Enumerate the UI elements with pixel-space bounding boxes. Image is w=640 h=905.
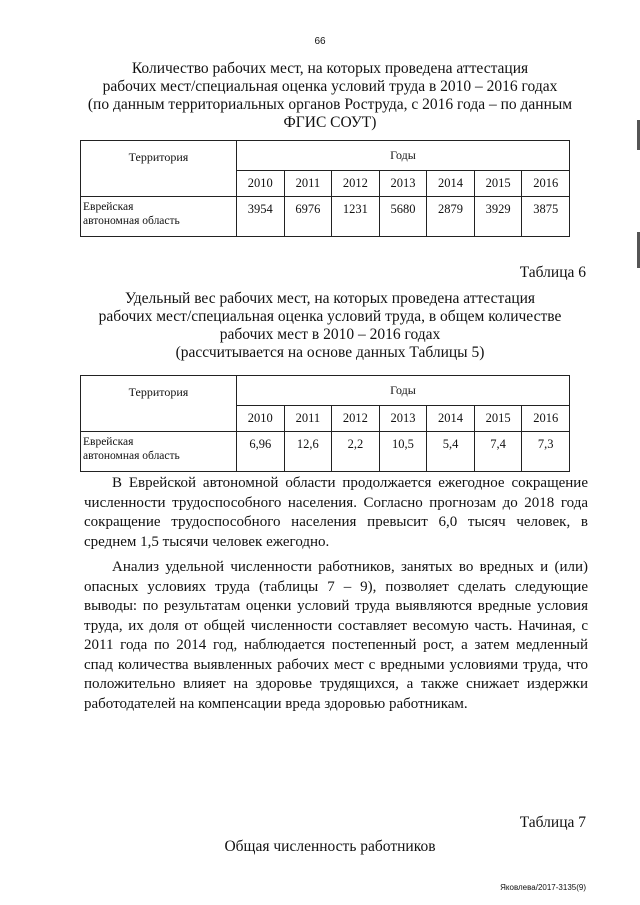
table5-title-line: Количество рабочих мест, на которых проведена аттестация: [131, 60, 529, 77]
value-cell: 3929: [474, 197, 522, 237]
table7-title: Общая численность работников: [224, 838, 436, 855]
year-cell: 2016: [522, 171, 570, 197]
year-cell: 2011: [284, 171, 332, 197]
table6-title: [60, 290, 600, 362]
year-cell: 2014: [427, 171, 475, 197]
value-cell: 2,2: [332, 432, 380, 472]
value-cell: 3875: [522, 197, 570, 237]
table6-title-line: рабочих мест/специальная оценка условий труда, в общем количестве: [98, 308, 562, 325]
table7-label: Таблица 7: [519, 814, 586, 831]
value-cell: 1231: [332, 197, 380, 237]
table5-title-line: ФГИС СОУТ): [283, 114, 377, 131]
paragraph: В Еврейской автономной области продолжается ежегодное сокращение численности трудоспособного населения. Согласно прогнозам до 2018 года сокращение трудоспособного населения превысит 6,0 тысяч человек, в среднем 1,5 тысячи человек ежегодно.: [84, 475, 588, 550]
year-cell: 2014: [427, 406, 475, 432]
year-cell: 2015: [474, 406, 522, 432]
table6-title-line: рабочих мест в 2010 – 2016 годах: [219, 326, 441, 343]
region-cell: [81, 432, 237, 472]
table6: [80, 375, 570, 472]
region-line: автономная область: [83, 450, 180, 462]
table6-title-line: Удельный вес рабочих мест, на которых проведена аттестация: [124, 290, 536, 307]
value-cell: 12,6: [284, 432, 332, 472]
value-cell: 7,4: [474, 432, 522, 472]
year-cell: 2015: [474, 171, 522, 197]
year-cell: 2012: [332, 171, 380, 197]
years-header: Годы: [237, 376, 570, 406]
year-cell: 2013: [379, 171, 427, 197]
value-cell: 2879: [427, 197, 475, 237]
paragraph: Анализ удельной численности работников, занятых во вредных и (или) опасных условиях труда (таблицы 7 – 9), позволяет сделать следующие выводы: по результатам оценки условий труда выявляются вредные условия труда, их доля от общей численности составляет весомую часть. Начиная, с 2011 года по 2014 год, наблюдается постепенный рост, а затем медленный спад количества выявленных рабочих мест с вредными условиями труда, что положительно влияет на здоровье трудящихся, а также снижает издержки работодателей на компенсации вреда здоровью работникам.: [84, 559, 588, 712]
table6-label: Таблица 6: [519, 264, 586, 281]
territory-header: Территория: [81, 376, 237, 432]
region-cell: [81, 197, 237, 237]
body-text: [84, 474, 588, 714]
years-header: Годы: [237, 141, 570, 171]
table6-title-line: (рассчитывается на основе данных Таблицы 5): [175, 344, 485, 361]
value-cell: 7,3: [522, 432, 570, 472]
table5-title: [60, 60, 600, 132]
year-cell: 2010: [237, 406, 285, 432]
value-cell: 10,5: [379, 432, 427, 472]
value-cell: 5,4: [427, 432, 475, 472]
territory-header: Территория: [81, 141, 237, 197]
value-cell: 6976: [284, 197, 332, 237]
table5-title-line: (по данным территориальных органов Роструда, с 2016 года – по данным: [87, 96, 573, 113]
region-line: автономная область: [83, 215, 180, 227]
year-cell: 2012: [332, 406, 380, 432]
page-number: 66: [314, 36, 326, 47]
table5-title-line: рабочих мест/специальная оценка условий труда в 2010 – 2016 годах: [102, 78, 558, 95]
year-cell: 2011: [284, 406, 332, 432]
footer-reference: Яковлева/2017-3135(9): [500, 883, 586, 892]
value-cell: 3954: [237, 197, 285, 237]
table5: [80, 140, 570, 237]
value-cell: 5680: [379, 197, 427, 237]
region-line: Еврейская: [83, 436, 134, 448]
year-cell: 2010: [237, 171, 285, 197]
year-cell: 2016: [522, 406, 570, 432]
year-cell: 2013: [379, 406, 427, 432]
region-line: Еврейская: [83, 201, 134, 213]
value-cell: 6,96: [237, 432, 285, 472]
